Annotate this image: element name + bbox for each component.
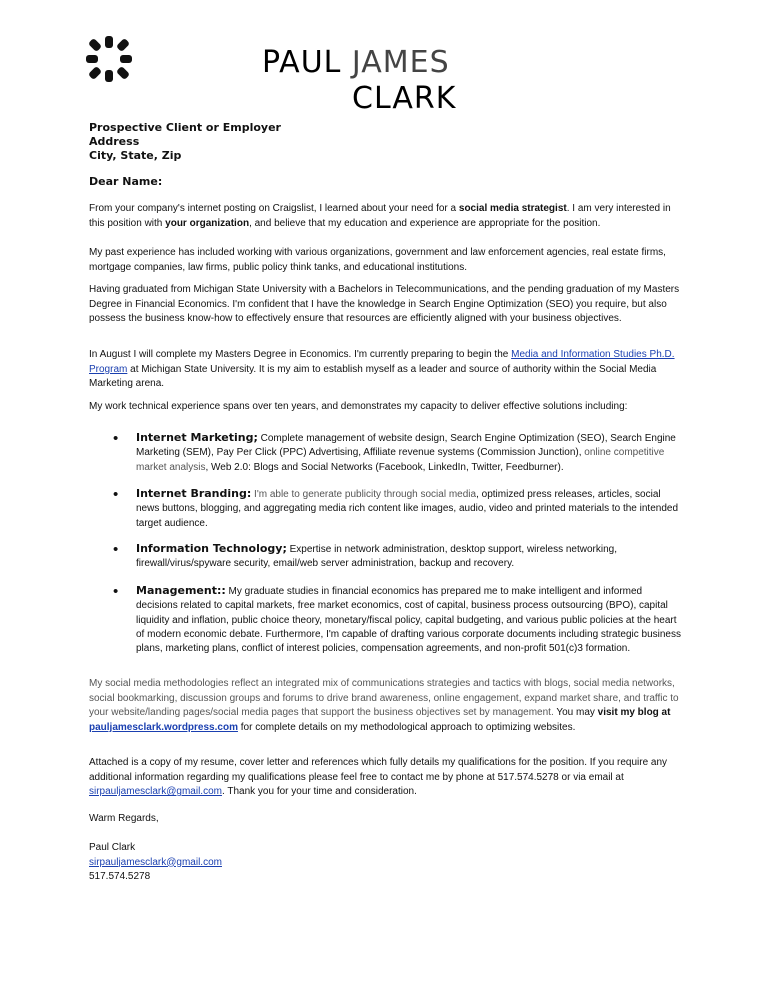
asterisk-logo-icon — [84, 34, 134, 84]
closing: Warm Regards, — [89, 813, 159, 824]
paragraph-intro — [89, 202, 683, 231]
text-bold: visit my blog at — [597, 707, 671, 719]
brand-first-name: PAUL — [262, 45, 342, 80]
text: . I am very interested in this position with — [89, 203, 671, 229]
bullet-text: , Web 2.0: Blogs and Social Networks (Facebook, LinkedIn, Twitter, Feedburner). — [205, 461, 564, 473]
bullet-title: Internet Marketing; — [136, 431, 258, 444]
bullet-text: My graduate studies in financial economics has prepared me to make intelligent and informed decisions related to capital markets, free market economics, cost of capital, business process outsourcing (BPO), capital liquidity and inflation, public choice theory, monetary/fiscal policy, capital budgeting, and various public policies at the heart of modern economic debate. Furthermore, I'm capable of drafting various corporate documents including strategic business plans, marketing plans, conflict of interest policies, compensation agreements, and non-profit 501(c)3 formation. — [136, 586, 681, 655]
salutation: Dear Name: — [89, 175, 163, 188]
bullet-icon: • — [113, 541, 119, 558]
bullet-internet-marketing — [136, 431, 684, 475]
program-link[interactable]: Media and Information Studies Ph.D. Program — [89, 349, 675, 375]
paragraph-education: Having graduated from Michigan State University with a Bachelors in Telecommunications, and the pending graduation of my Masters Degree in Financial Economics. I'm confident that I have the knowledge in Search Engine Optimization (SEO) you require, but also possess the business know-how to effectively ensure that resources are efficiently aligned with your business objectives. — [89, 284, 680, 325]
paragraph-masters — [89, 348, 683, 392]
address-line: City, State, Zip — [89, 149, 182, 162]
bullet-text: Expertise in network administration, desktop support, wireless networking, firewall/virus/spyware security, email/web server administration, backup and recovery. — [136, 544, 617, 570]
paragraph-work: My work technical experience spans over ten years, and demonstrates my capacity to deliver effective solutions including: — [89, 401, 628, 412]
bullet-title: Internet Branding: — [136, 487, 252, 500]
recipient-address — [89, 121, 689, 163]
signature-block — [89, 841, 683, 885]
bullet-text: online competitive market analysis — [136, 447, 665, 473]
text-bold: your organization — [165, 217, 250, 229]
signature-name: Paul Clark — [89, 842, 136, 853]
signature-phone: 517.574.5278 — [89, 871, 151, 883]
address-line: Prospective Client or Employer — [89, 121, 281, 134]
bullet-icon: • — [113, 430, 119, 447]
paragraph-attachment — [89, 756, 683, 800]
text: for complete details on my methodological approach to optimizing websites. — [237, 721, 576, 733]
email-link[interactable]: sirpauljamesclark@gmail.com — [89, 786, 222, 798]
bullet-icon: • — [113, 486, 119, 503]
paragraph-experience: My past experience has included working with various organizations, government and law enforcement agencies, real estate firms, mortgage companies, law firms, public policy think tanks, and educational institutions. — [89, 247, 666, 273]
bullet-management — [136, 584, 684, 656]
bullet-title: Management:: — [136, 584, 226, 597]
text: Attached is a copy of my resume, cover letter and references which fully details my qualifications for the position. If you require any additional information regarding my qualifications please feel free to contact me by phone at 517.574.5278 or via email at — [89, 757, 668, 783]
text: My social media methodologies reflect an integrated mix of communications strategies and tactics with blogs, social media networks, social bookmarking, discussion groups and forums to drive brand awareness, online engagement, expand market share, and traffic to your website/landing pages/social media pages that support the business objectives set by management. — [89, 678, 679, 719]
paragraph-methodology — [89, 677, 683, 735]
letterhead-name — [262, 45, 502, 116]
bullet-information-technology — [136, 542, 684, 572]
signature-email-link[interactable]: sirpauljamesclark@gmail.com — [89, 856, 222, 868]
bullet-text: , optimized press releases, articles, social news buttons, blogging, and aggregating media rich content like images, audio, video and printed materials to the intended target audience. — [136, 489, 679, 529]
text: at Michigan State University. It is my aim to establish myself as a leader and source of authority within the Social Media Marketing arena. — [89, 363, 657, 390]
bullet-text: I'm able to generate publicity through social media — [251, 489, 477, 500]
address-line: Address — [89, 135, 140, 148]
text-bold: social media strategist — [458, 203, 567, 214]
brand-surname: CLARK — [352, 81, 457, 116]
bullet-title: Information Technology; — [136, 542, 287, 555]
bullet-text: Complete management of website design, Search Engine Optimization (SEO), Search Engine Marketing (SEM), Pay Per Click (PPC) Advertising, Affiliate revenue systems (Commission Junction), — [136, 433, 676, 459]
text: From your company's internet posting on Craigslist, I learned about your need for a — [89, 203, 459, 214]
text: You may — [553, 707, 598, 719]
text: , and believe that my education and experience are appropriate for the position. — [249, 217, 601, 229]
bullet-icon: • — [113, 583, 119, 600]
brand-last-name: JAMES — [351, 45, 450, 80]
text: . Thank you for your time and consideration. — [221, 786, 417, 798]
blog-link[interactable]: pauljamesclark.wordpress.com — [89, 721, 238, 733]
text: In August I will complete my Masters Degree in Economics. I'm currently preparing to begin the — [89, 349, 512, 360]
bullet-internet-branding — [136, 487, 684, 531]
